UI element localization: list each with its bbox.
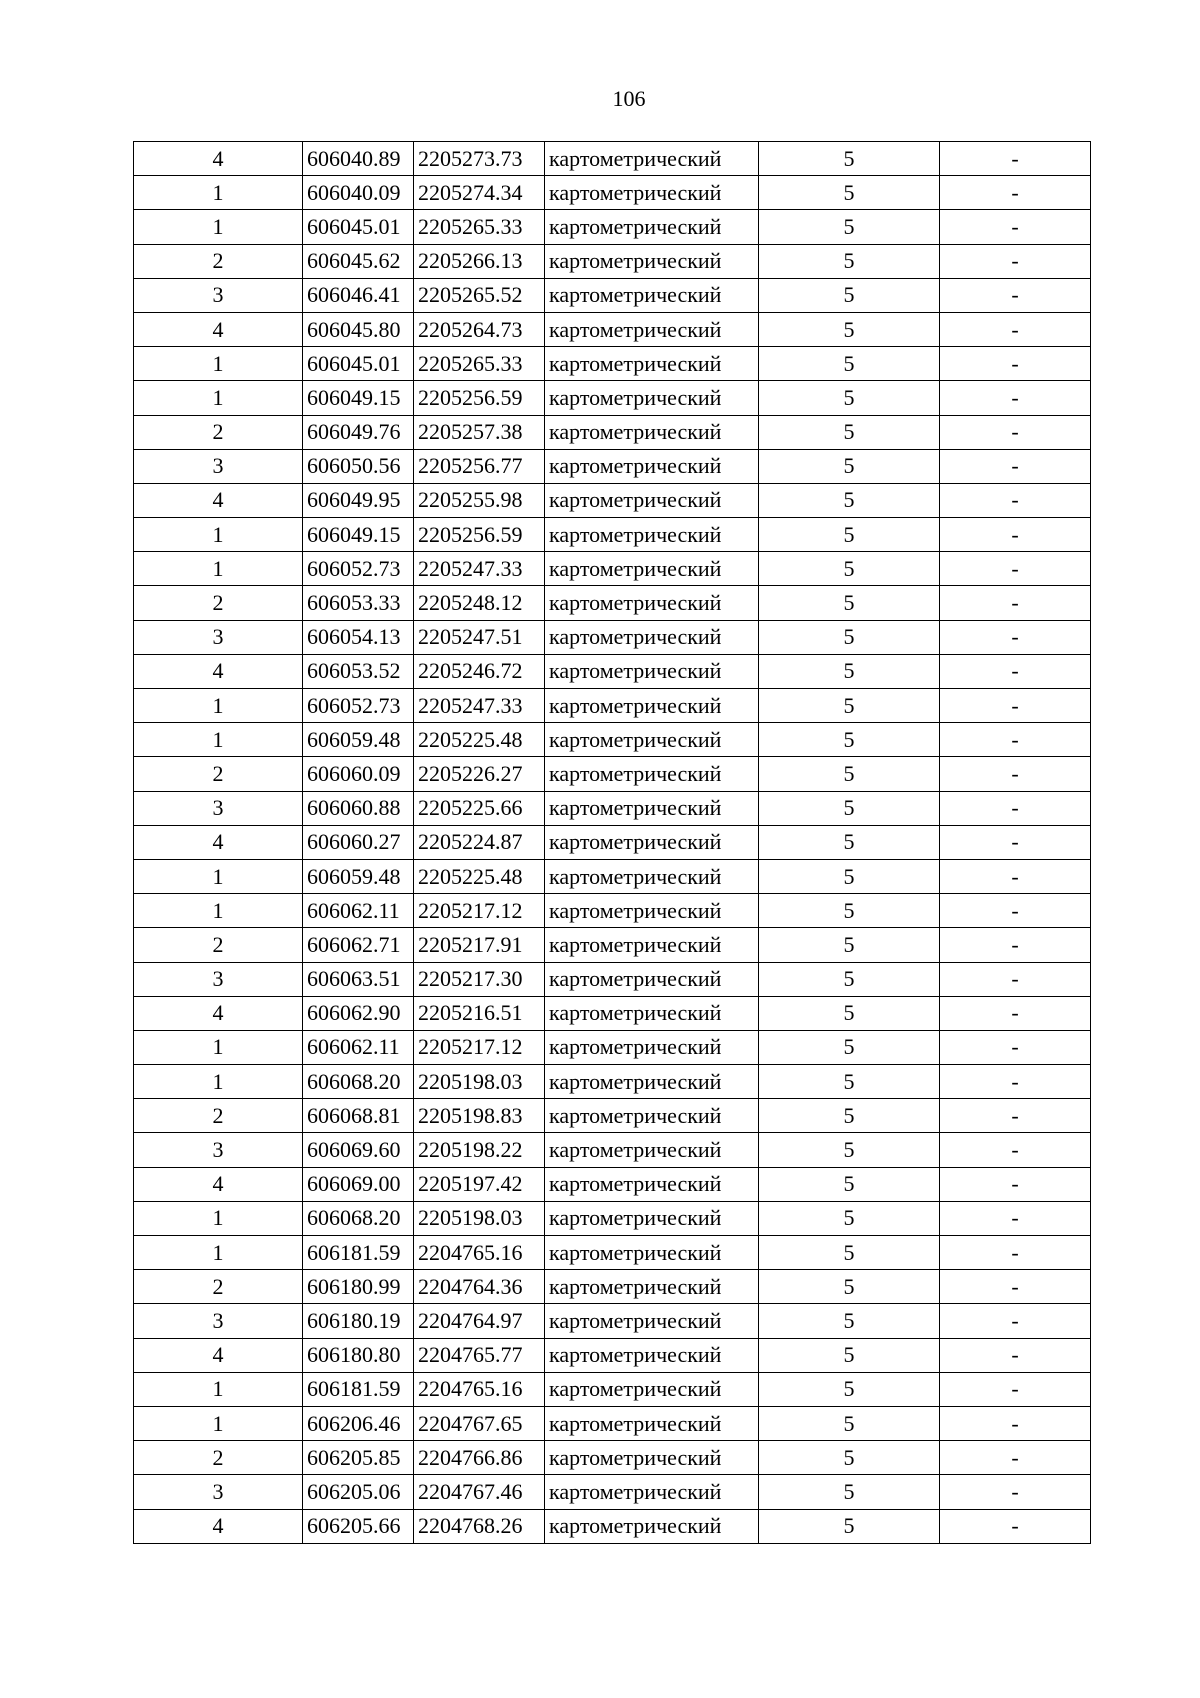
- description-cell: -: [940, 552, 1091, 586]
- method-cell: картометрический: [545, 518, 759, 552]
- description-cell: -: [940, 1475, 1091, 1509]
- accuracy-cell: 5: [759, 1099, 940, 1133]
- accuracy-cell: 5: [759, 620, 940, 654]
- y-coordinate-cell: 2205217.12: [414, 894, 545, 928]
- y-coordinate-cell: 2204767.46: [414, 1475, 545, 1509]
- accuracy-cell: 5: [759, 278, 940, 312]
- point-number-cell: 1: [134, 347, 303, 381]
- y-coordinate-cell: 2205264.73: [414, 312, 545, 346]
- point-number-cell: 1: [134, 859, 303, 893]
- y-coordinate-cell: 2205265.52: [414, 278, 545, 312]
- method-cell: картометрический: [545, 825, 759, 859]
- description-cell: -: [940, 859, 1091, 893]
- description-cell: -: [940, 1372, 1091, 1406]
- x-coordinate-cell: 606040.89: [303, 142, 414, 176]
- method-cell: картометрический: [545, 1065, 759, 1099]
- table-row: [134, 483, 1091, 517]
- method-cell: картометрический: [545, 586, 759, 620]
- point-number-cell: 3: [134, 278, 303, 312]
- table-row: [134, 449, 1091, 483]
- method-cell: картометрический: [545, 962, 759, 996]
- accuracy-cell: 5: [759, 1270, 940, 1304]
- method-cell: картометрический: [545, 859, 759, 893]
- y-coordinate-cell: 2205198.22: [414, 1133, 545, 1167]
- method-cell: картометрический: [545, 210, 759, 244]
- point-number-cell: 1: [134, 176, 303, 210]
- description-cell: -: [940, 415, 1091, 449]
- accuracy-cell: 5: [759, 586, 940, 620]
- y-coordinate-cell: 2205256.59: [414, 518, 545, 552]
- y-coordinate-cell: 2205217.12: [414, 1030, 545, 1064]
- table-row: [134, 1441, 1091, 1475]
- method-cell: картометрический: [545, 894, 759, 928]
- description-cell: -: [940, 894, 1091, 928]
- method-cell: картометрический: [545, 1338, 759, 1372]
- method-cell: картометрический: [545, 347, 759, 381]
- x-coordinate-cell: 606062.90: [303, 996, 414, 1030]
- description-cell: -: [940, 1270, 1091, 1304]
- page-number: 106: [612, 86, 646, 111]
- accuracy-cell: 5: [759, 381, 940, 415]
- table-row: [134, 1372, 1091, 1406]
- y-coordinate-cell: 2205225.48: [414, 859, 545, 893]
- x-coordinate-cell: 606050.56: [303, 449, 414, 483]
- description-cell: -: [940, 1236, 1091, 1270]
- accuracy-cell: 5: [759, 449, 940, 483]
- method-cell: картометрический: [545, 312, 759, 346]
- x-coordinate-cell: 606060.27: [303, 825, 414, 859]
- y-coordinate-cell: 2204764.97: [414, 1304, 545, 1338]
- description-cell: -: [940, 1167, 1091, 1201]
- description-cell: -: [940, 586, 1091, 620]
- point-number-cell: 4: [134, 142, 303, 176]
- x-coordinate-cell: 606063.51: [303, 962, 414, 996]
- method-cell: картометрический: [545, 1236, 759, 1270]
- accuracy-cell: 5: [759, 347, 940, 381]
- x-coordinate-cell: 606060.09: [303, 757, 414, 791]
- description-cell: -: [940, 996, 1091, 1030]
- y-coordinate-cell: 2205247.33: [414, 689, 545, 723]
- description-cell: -: [940, 449, 1091, 483]
- y-coordinate-cell: 2205255.98: [414, 483, 545, 517]
- method-cell: картометрический: [545, 620, 759, 654]
- point-number-cell: 1: [134, 894, 303, 928]
- x-coordinate-cell: 606049.15: [303, 518, 414, 552]
- table-row: [134, 1338, 1091, 1372]
- table-row: [134, 1167, 1091, 1201]
- table-row: [134, 176, 1091, 210]
- table-row: [134, 1236, 1091, 1270]
- x-coordinate-cell: 606181.59: [303, 1372, 414, 1406]
- x-coordinate-cell: 606062.11: [303, 1030, 414, 1064]
- x-coordinate-cell: 606059.48: [303, 723, 414, 757]
- table-row: [134, 825, 1091, 859]
- method-cell: картометрический: [545, 1167, 759, 1201]
- x-coordinate-cell: 606060.88: [303, 791, 414, 825]
- point-number-cell: 2: [134, 928, 303, 962]
- accuracy-cell: 5: [759, 552, 940, 586]
- description-cell: -: [940, 689, 1091, 723]
- point-number-cell: 2: [134, 1270, 303, 1304]
- y-coordinate-cell: 2205224.87: [414, 825, 545, 859]
- description-cell: -: [940, 244, 1091, 278]
- y-coordinate-cell: 2205197.42: [414, 1167, 545, 1201]
- method-cell: картометрический: [545, 689, 759, 723]
- table-row: [134, 1304, 1091, 1338]
- table-row: [134, 928, 1091, 962]
- point-number-cell: 1: [134, 689, 303, 723]
- method-cell: картометрический: [545, 1099, 759, 1133]
- table-row: [134, 1133, 1091, 1167]
- point-number-cell: 1: [134, 381, 303, 415]
- method-cell: картометрический: [545, 278, 759, 312]
- method-cell: картометрический: [545, 1509, 759, 1543]
- point-number-cell: 4: [134, 312, 303, 346]
- y-coordinate-cell: 2205225.48: [414, 723, 545, 757]
- accuracy-cell: 5: [759, 825, 940, 859]
- y-coordinate-cell: 2205198.03: [414, 1201, 545, 1235]
- accuracy-cell: 5: [759, 1509, 940, 1543]
- coordinates-table-body: [134, 142, 1091, 1544]
- description-cell: -: [940, 757, 1091, 791]
- table-row: [134, 1065, 1091, 1099]
- x-coordinate-cell: 606180.80: [303, 1338, 414, 1372]
- x-coordinate-cell: 606046.41: [303, 278, 414, 312]
- accuracy-cell: 5: [759, 1338, 940, 1372]
- x-coordinate-cell: 606052.73: [303, 689, 414, 723]
- point-number-cell: 3: [134, 449, 303, 483]
- method-cell: картометрический: [545, 1441, 759, 1475]
- x-coordinate-cell: 606180.19: [303, 1304, 414, 1338]
- method-cell: картометрический: [545, 552, 759, 586]
- y-coordinate-cell: 2204766.86: [414, 1441, 545, 1475]
- point-number-cell: 2: [134, 586, 303, 620]
- method-cell: картометрический: [545, 996, 759, 1030]
- x-coordinate-cell: 606068.81: [303, 1099, 414, 1133]
- x-coordinate-cell: 606069.60: [303, 1133, 414, 1167]
- description-cell: -: [940, 928, 1091, 962]
- y-coordinate-cell: 2205257.38: [414, 415, 545, 449]
- accuracy-cell: 5: [759, 928, 940, 962]
- method-cell: картометрический: [545, 1133, 759, 1167]
- description-cell: -: [940, 483, 1091, 517]
- method-cell: картометрический: [545, 449, 759, 483]
- method-cell: картометрический: [545, 244, 759, 278]
- point-number-cell: 1: [134, 518, 303, 552]
- point-number-cell: 1: [134, 1406, 303, 1440]
- description-cell: -: [940, 620, 1091, 654]
- accuracy-cell: 5: [759, 244, 940, 278]
- x-coordinate-cell: 606053.52: [303, 654, 414, 688]
- accuracy-cell: 5: [759, 689, 940, 723]
- description-cell: -: [940, 1509, 1091, 1543]
- accuracy-cell: 5: [759, 1167, 940, 1201]
- point-number-cell: 3: [134, 1133, 303, 1167]
- method-cell: картометрический: [545, 757, 759, 791]
- x-coordinate-cell: 606205.66: [303, 1509, 414, 1543]
- y-coordinate-cell: 2205226.27: [414, 757, 545, 791]
- y-coordinate-cell: 2204764.36: [414, 1270, 545, 1304]
- y-coordinate-cell: 2205265.33: [414, 347, 545, 381]
- method-cell: картометрический: [545, 654, 759, 688]
- x-coordinate-cell: 606205.85: [303, 1441, 414, 1475]
- accuracy-cell: 5: [759, 894, 940, 928]
- y-coordinate-cell: 2204768.26: [414, 1509, 545, 1543]
- accuracy-cell: 5: [759, 1304, 940, 1338]
- y-coordinate-cell: 2205225.66: [414, 791, 545, 825]
- description-cell: -: [940, 1406, 1091, 1440]
- method-cell: картометрический: [545, 381, 759, 415]
- table-row: [134, 1509, 1091, 1543]
- x-coordinate-cell: 606040.09: [303, 176, 414, 210]
- point-number-cell: 4: [134, 996, 303, 1030]
- table-row: [134, 142, 1091, 176]
- description-cell: -: [940, 1065, 1091, 1099]
- y-coordinate-cell: 2205198.83: [414, 1099, 545, 1133]
- y-coordinate-cell: 2205256.59: [414, 381, 545, 415]
- accuracy-cell: 5: [759, 1406, 940, 1440]
- table-row: [134, 723, 1091, 757]
- y-coordinate-cell: 2205246.72: [414, 654, 545, 688]
- description-cell: -: [940, 791, 1091, 825]
- accuracy-cell: 5: [759, 483, 940, 517]
- y-coordinate-cell: 2205273.73: [414, 142, 545, 176]
- method-cell: картометрический: [545, 483, 759, 517]
- table-row: [134, 1030, 1091, 1064]
- x-coordinate-cell: 606206.46: [303, 1406, 414, 1440]
- description-cell: -: [940, 381, 1091, 415]
- method-cell: картометрический: [545, 142, 759, 176]
- method-cell: картометрический: [545, 176, 759, 210]
- table-row: [134, 1270, 1091, 1304]
- x-coordinate-cell: 606059.48: [303, 859, 414, 893]
- x-coordinate-cell: 606052.73: [303, 552, 414, 586]
- point-number-cell: 1: [134, 1201, 303, 1235]
- description-cell: -: [940, 1201, 1091, 1235]
- accuracy-cell: 5: [759, 142, 940, 176]
- method-cell: картометрический: [545, 928, 759, 962]
- method-cell: картометрический: [545, 1304, 759, 1338]
- y-coordinate-cell: 2205216.51: [414, 996, 545, 1030]
- accuracy-cell: 5: [759, 1236, 940, 1270]
- table-row: [134, 757, 1091, 791]
- x-coordinate-cell: 606045.80: [303, 312, 414, 346]
- accuracy-cell: 5: [759, 1065, 940, 1099]
- method-cell: картометрический: [545, 1030, 759, 1064]
- description-cell: -: [940, 312, 1091, 346]
- x-coordinate-cell: 606181.59: [303, 1236, 414, 1270]
- accuracy-cell: 5: [759, 859, 940, 893]
- point-number-cell: 4: [134, 483, 303, 517]
- x-coordinate-cell: 606062.11: [303, 894, 414, 928]
- accuracy-cell: 5: [759, 1030, 940, 1064]
- point-number-cell: 1: [134, 210, 303, 244]
- table-row: [134, 962, 1091, 996]
- point-number-cell: 2: [134, 415, 303, 449]
- method-cell: картометрический: [545, 1372, 759, 1406]
- x-coordinate-cell: 606049.95: [303, 483, 414, 517]
- description-cell: -: [940, 1133, 1091, 1167]
- description-cell: -: [940, 1338, 1091, 1372]
- y-coordinate-cell: 2204765.77: [414, 1338, 545, 1372]
- table-row: [134, 312, 1091, 346]
- point-number-cell: 4: [134, 1338, 303, 1372]
- table-row: [134, 1201, 1091, 1235]
- accuracy-cell: 5: [759, 791, 940, 825]
- description-cell: -: [940, 1030, 1091, 1064]
- description-cell: -: [940, 518, 1091, 552]
- accuracy-cell: 5: [759, 1372, 940, 1406]
- table-row: [134, 347, 1091, 381]
- accuracy-cell: 5: [759, 1441, 940, 1475]
- table-row: [134, 620, 1091, 654]
- y-coordinate-cell: 2205248.12: [414, 586, 545, 620]
- y-coordinate-cell: 2205198.03: [414, 1065, 545, 1099]
- point-number-cell: 1: [134, 1065, 303, 1099]
- table-row: [134, 381, 1091, 415]
- accuracy-cell: 5: [759, 996, 940, 1030]
- y-coordinate-cell: 2204767.65: [414, 1406, 545, 1440]
- method-cell: картометрический: [545, 723, 759, 757]
- accuracy-cell: 5: [759, 1133, 940, 1167]
- accuracy-cell: 5: [759, 1475, 940, 1509]
- accuracy-cell: 5: [759, 654, 940, 688]
- y-coordinate-cell: 2204765.16: [414, 1372, 545, 1406]
- accuracy-cell: 5: [759, 962, 940, 996]
- description-cell: -: [940, 723, 1091, 757]
- point-number-cell: 1: [134, 1030, 303, 1064]
- accuracy-cell: 5: [759, 415, 940, 449]
- accuracy-cell: 5: [759, 210, 940, 244]
- accuracy-cell: 5: [759, 757, 940, 791]
- method-cell: картометрический: [545, 791, 759, 825]
- accuracy-cell: 5: [759, 312, 940, 346]
- description-cell: -: [940, 1099, 1091, 1133]
- x-coordinate-cell: 606062.71: [303, 928, 414, 962]
- x-coordinate-cell: 606045.01: [303, 210, 414, 244]
- table-row: [134, 244, 1091, 278]
- table-row: [134, 859, 1091, 893]
- description-cell: -: [940, 278, 1091, 312]
- x-coordinate-cell: 606045.62: [303, 244, 414, 278]
- table-row: [134, 996, 1091, 1030]
- description-cell: -: [940, 142, 1091, 176]
- point-number-cell: 2: [134, 757, 303, 791]
- description-cell: -: [940, 825, 1091, 859]
- x-coordinate-cell: 606045.01: [303, 347, 414, 381]
- y-coordinate-cell: 2205217.30: [414, 962, 545, 996]
- point-number-cell: 3: [134, 620, 303, 654]
- description-cell: -: [940, 210, 1091, 244]
- accuracy-cell: 5: [759, 176, 940, 210]
- y-coordinate-cell: 2205247.33: [414, 552, 545, 586]
- coordinates-table: [133, 141, 1091, 1544]
- x-coordinate-cell: 606054.13: [303, 620, 414, 654]
- table-row: [134, 1406, 1091, 1440]
- point-number-cell: 3: [134, 1304, 303, 1338]
- table-row: [134, 552, 1091, 586]
- x-coordinate-cell: 606068.20: [303, 1065, 414, 1099]
- point-number-cell: 4: [134, 1509, 303, 1543]
- description-cell: -: [940, 347, 1091, 381]
- table-row: [134, 415, 1091, 449]
- y-coordinate-cell: 2205256.77: [414, 449, 545, 483]
- accuracy-cell: 5: [759, 518, 940, 552]
- accuracy-cell: 5: [759, 1201, 940, 1235]
- point-number-cell: 1: [134, 723, 303, 757]
- x-coordinate-cell: 606180.99: [303, 1270, 414, 1304]
- description-cell: -: [940, 176, 1091, 210]
- point-number-cell: 1: [134, 1236, 303, 1270]
- point-number-cell: 2: [134, 244, 303, 278]
- x-coordinate-cell: 606049.76: [303, 415, 414, 449]
- table-row: [134, 791, 1091, 825]
- point-number-cell: 3: [134, 1475, 303, 1509]
- table-row: [134, 518, 1091, 552]
- table-row: [134, 894, 1091, 928]
- point-number-cell: 4: [134, 654, 303, 688]
- y-coordinate-cell: 2205266.13: [414, 244, 545, 278]
- x-coordinate-cell: 606049.15: [303, 381, 414, 415]
- point-number-cell: 1: [134, 552, 303, 586]
- point-number-cell: 2: [134, 1099, 303, 1133]
- method-cell: картометрический: [545, 1270, 759, 1304]
- point-number-cell: 3: [134, 962, 303, 996]
- table-row: [134, 1475, 1091, 1509]
- y-coordinate-cell: 2205274.34: [414, 176, 545, 210]
- x-coordinate-cell: 606205.06: [303, 1475, 414, 1509]
- point-number-cell: 3: [134, 791, 303, 825]
- description-cell: -: [940, 1304, 1091, 1338]
- point-number-cell: 4: [134, 1167, 303, 1201]
- accuracy-cell: 5: [759, 723, 940, 757]
- method-cell: картометрический: [545, 1201, 759, 1235]
- method-cell: картометрический: [545, 415, 759, 449]
- x-coordinate-cell: 606068.20: [303, 1201, 414, 1235]
- x-coordinate-cell: 606069.00: [303, 1167, 414, 1201]
- description-cell: -: [940, 962, 1091, 996]
- y-coordinate-cell: 2205247.51: [414, 620, 545, 654]
- x-coordinate-cell: 606053.33: [303, 586, 414, 620]
- table-row: [134, 689, 1091, 723]
- point-number-cell: 2: [134, 1441, 303, 1475]
- table-row: [134, 210, 1091, 244]
- table-row: [134, 654, 1091, 688]
- method-cell: картометрический: [545, 1475, 759, 1509]
- y-coordinate-cell: 2205217.91: [414, 928, 545, 962]
- table-row: [134, 586, 1091, 620]
- description-cell: -: [940, 654, 1091, 688]
- method-cell: картометрический: [545, 1406, 759, 1440]
- table-row: [134, 278, 1091, 312]
- point-number-cell: 4: [134, 825, 303, 859]
- description-cell: -: [940, 1441, 1091, 1475]
- point-number-cell: 1: [134, 1372, 303, 1406]
- y-coordinate-cell: 2205265.33: [414, 210, 545, 244]
- table-row: [134, 1099, 1091, 1133]
- y-coordinate-cell: 2204765.16: [414, 1236, 545, 1270]
